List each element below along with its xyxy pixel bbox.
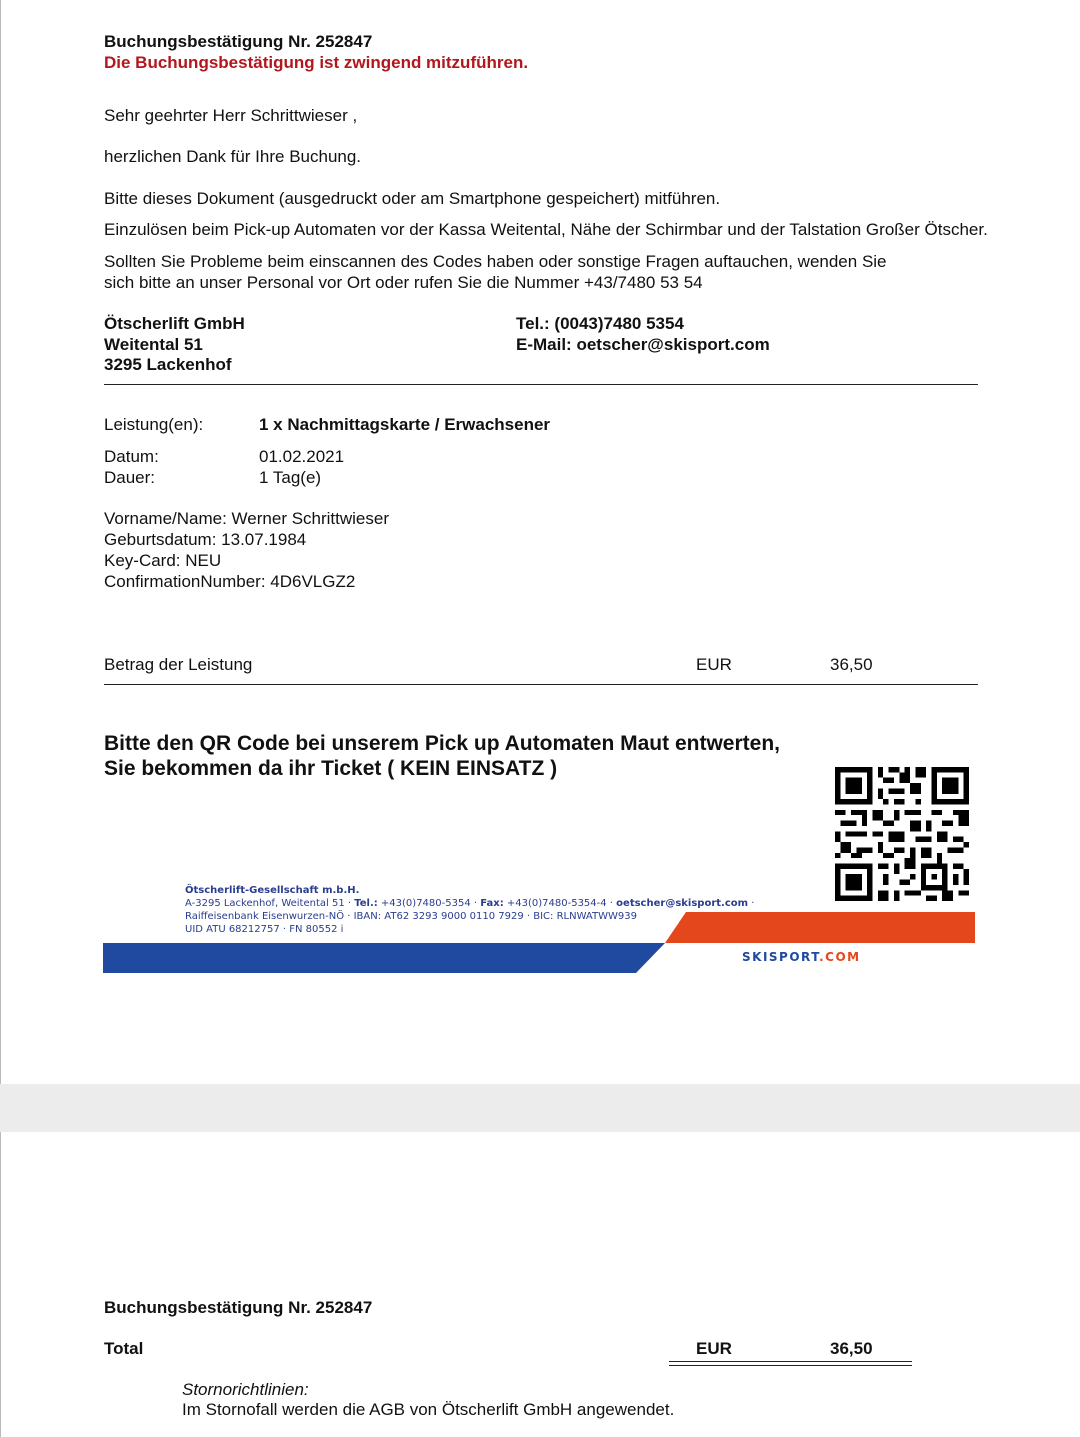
divider (104, 684, 978, 685)
service-value: 1 x Nachmittagskarte / Erwachsener (259, 415, 551, 434)
total-currency: EUR (696, 1339, 732, 1358)
total-value: 36,50 (830, 1339, 873, 1358)
keycard-info: Key-Card: NEU (104, 551, 222, 570)
instruction-text: Bitte dieses Dokument (ausgedruckt oder am Smartphone gespeichert) mitführen. (104, 189, 721, 208)
confirmation-page-2 (0, 1132, 1080, 1437)
total-underline (669, 1365, 912, 1366)
company-name: Ötscherlift GmbH (104, 314, 245, 333)
footer-email: oetscher@skisport.com (616, 898, 749, 909)
thanks-text: herzlichen Dank für Ihre Buchung. (104, 147, 362, 166)
qr-instruction-line-2: Sie bekommen da ihr Ticket ( KEIN EINSATZ ) (104, 757, 558, 780)
amount-value: 36,50 (830, 655, 873, 674)
footer-company: Ötscherlift-Gesellschaft m.b.H. (185, 885, 360, 896)
company-city: 3295 Lackenhof (104, 355, 232, 374)
total-label: Total (104, 1339, 144, 1358)
customer-name: Vorname/Name: Werner Schrittwieser (104, 509, 390, 528)
company-phone: Tel.: (0043)7480 5354 (516, 314, 684, 333)
total-underline (669, 1361, 912, 1362)
cancellation-text: Im Stornofall werden die AGB von Ötscherlift GmbH angewendet. (182, 1400, 675, 1419)
footer-color-band (103, 912, 978, 974)
footer-uid-line: UID ATU 68212757 · FN 80552 i (185, 924, 344, 935)
page2-title: Buchungsbestätigung Nr. 252847 (104, 1298, 373, 1317)
footer-address-line (185, 897, 754, 910)
cancellation-title: Stornorichtlinien: (182, 1380, 309, 1399)
divider (104, 384, 978, 385)
company-street: Weitental 51 (104, 335, 203, 354)
qr-instruction-line-1: Bitte den QR Code bei unserem Pick up Automaten Maut entwerten, (104, 732, 780, 755)
date-label: Datum: (104, 447, 159, 466)
customer-birthdate: Geburtsdatum: 13.07.1984 (104, 530, 307, 549)
qr-code (835, 767, 969, 901)
support-text-line-1: Sollten Sie Probleme beim einscannen des Codes haben oder sonstige Fragen auftauchen, wenden Sie (104, 252, 887, 271)
footer-tel: +43(0)7480-5354 · (377, 898, 481, 909)
footer-fax-label: Fax: (480, 898, 504, 909)
duration-label: Dauer: (104, 468, 156, 487)
salutation: Sehr geehrter Herr Schrittwieser , (104, 106, 358, 125)
skisport-logo-text: SKISPORT (742, 950, 820, 964)
amount-label: Betrag der Leistung (104, 655, 253, 674)
mandatory-notice: Die Buchungsbestätigung ist zwingend mitzuführen. (104, 53, 529, 72)
document-title: Buchungsbestätigung Nr. 252847 (104, 32, 373, 51)
footer-separator: · (748, 898, 755, 909)
service-label: Leistung(en): (104, 415, 204, 434)
date-value: 01.02.2021 (259, 447, 345, 466)
amount-currency: EUR (696, 655, 732, 674)
footer-tel-label: Tel.: (354, 898, 378, 909)
footer-fax: +43(0)7480-5354-4 · (503, 898, 617, 909)
duration-value: 1 Tag(e) (259, 468, 322, 487)
redeem-location-text: Einzulösen beim Pick-up Automaten vor der Kassa Weitental, Nähe der Schirmbar und der Talstation Großer Ötscher. (104, 220, 988, 239)
confirmation-number: ConfirmationNumber: 4D6VLGZ2 (104, 572, 356, 591)
skisport-logo (742, 950, 861, 964)
footer-address: A-3295 Lackenhof, Weitental 51 · (185, 898, 355, 909)
skisport-logo-domain: .COM (819, 950, 861, 964)
footer-bank-line: Raiffeisenbank Eisenwurzen-NÖ · IBAN: AT62 3293 9000 0110 7929 · BIC: RLNWATWW939 (185, 911, 637, 922)
company-email: E-Mail: oetscher@skisport.com (516, 335, 770, 354)
page-separator (0, 1084, 1080, 1132)
support-text-line-2: sich bitte an unser Personal vor Ort oder rufen Sie die Nummer +43/7480 53 54 (104, 273, 703, 292)
